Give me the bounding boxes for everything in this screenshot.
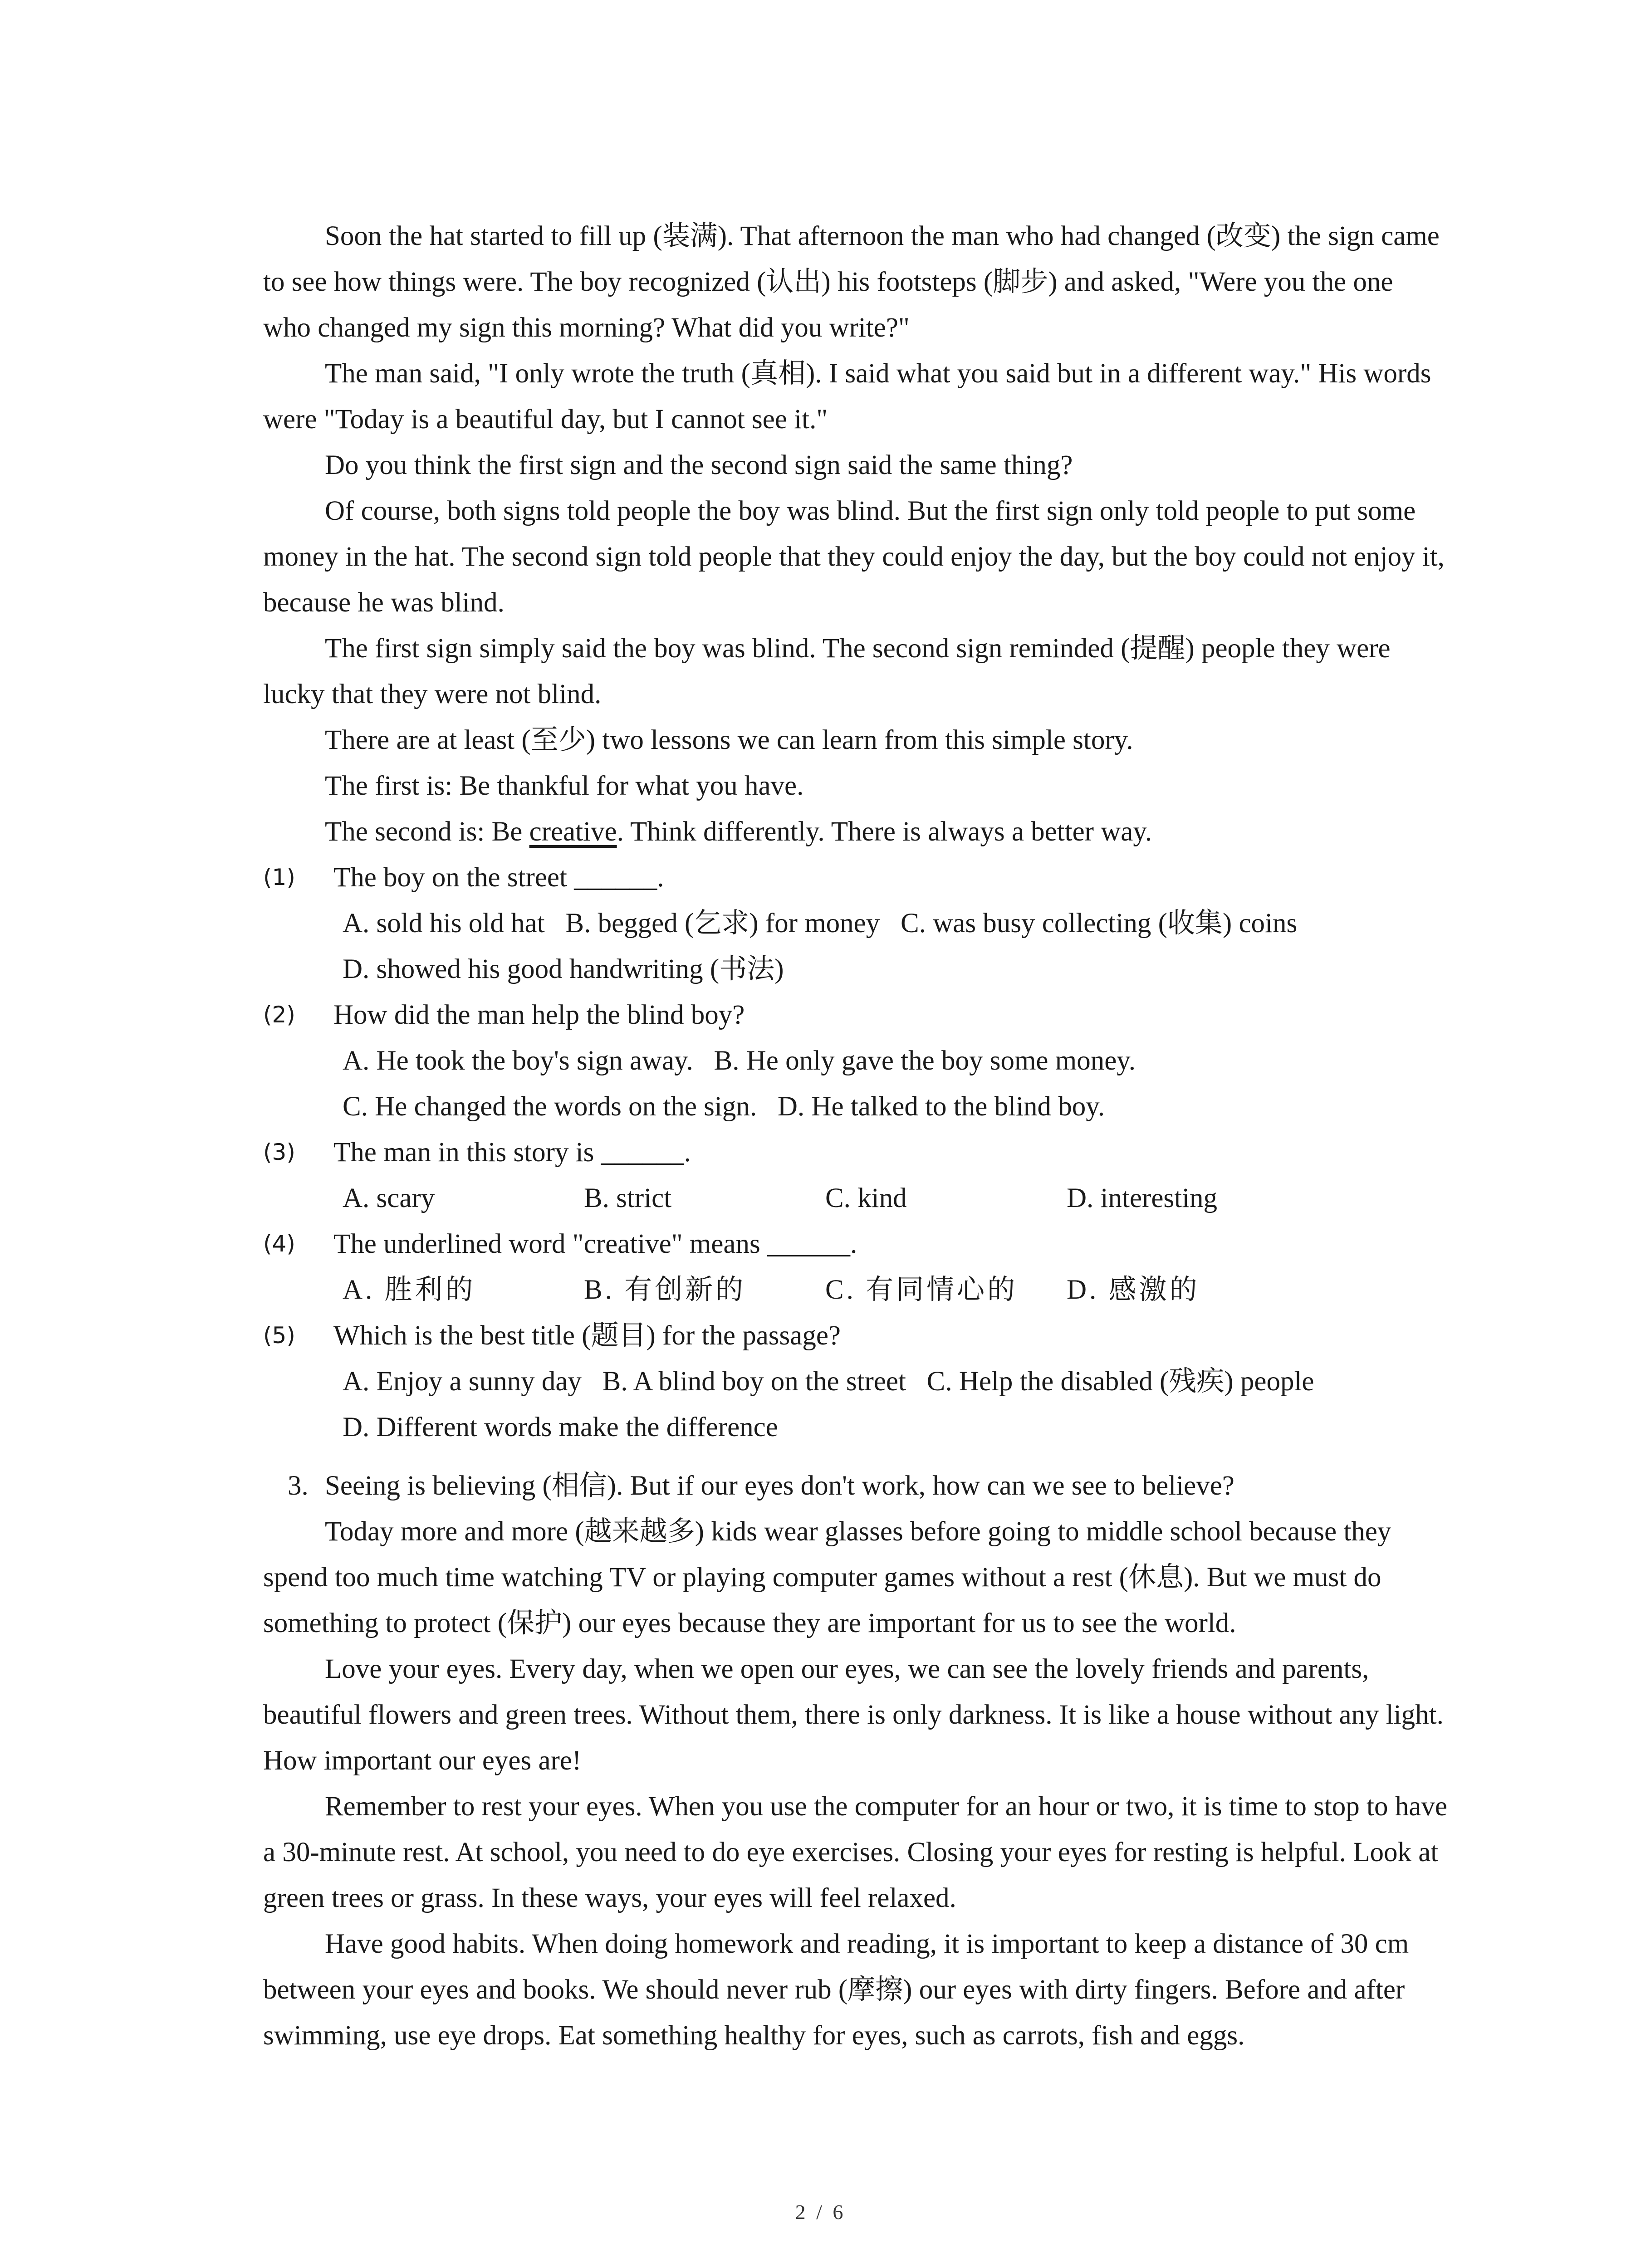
question-2-options-line-2: C. He changed the words on the sign. D. He talked to the blind boy. xyxy=(343,1091,1105,1122)
question-number: (5) xyxy=(263,1322,295,1349)
question-3-options xyxy=(263,1175,1447,1221)
question-text: Which is the best title (题目) for the passage? xyxy=(333,1320,841,1351)
underlined-word: creative xyxy=(529,816,617,847)
passage3-paragraph-4: Remember to rest your eyes. When you use the computer for an hour or two, it is time to stop to have a 30-minute rest. At school, you need to do eye exercises. Closing your eyes for resting is helpful. Look at green trees or grass. In these ways, your eyes will feel relaxed. xyxy=(263,1791,1447,1913)
passage3-paragraph-2: Today more and more (越来越多) kids wear glasses before going to middle school because they spend too much time watching TV or playing computer games without a rest (休息). But we must do something to protect (保护) our eyes because they are important for us to see the world. xyxy=(263,1516,1391,1638)
passage2-paragraph-5: The first sign simply said the boy was blind. The second sign reminded (提醒) people they were lucky that they were not blind. xyxy=(263,633,1391,709)
question-text: The boy on the street ______. xyxy=(333,862,664,893)
question-number: (3) xyxy=(263,1139,295,1165)
question-5 xyxy=(263,1313,1447,1359)
option-d: D. 感激的 xyxy=(1067,1275,1200,1305)
page-number: 2 / 6 xyxy=(795,2200,846,2224)
question-text: The underlined word "creative" means ______. xyxy=(333,1229,857,1259)
passage3-paragraph-1 xyxy=(263,1463,1447,1509)
passage2-paragraph-3: Do you think the first sign and the second sign said the same thing? xyxy=(325,450,1073,480)
question-1-options-line-1: A. sold his old hat B. begged (乞求) for money C. was busy collecting (收集) coins xyxy=(343,908,1298,938)
question-1-options-line-2: D. showed his good handwriting (书法) xyxy=(343,954,784,984)
text-span: . Think differently. There is always a better way. xyxy=(617,816,1152,847)
question-3 xyxy=(263,1129,1447,1175)
passage3-paragraph-3: Love your eyes. Every day, when we open our eyes, we can see the lovely friends and parents, beautiful flowers and green trees. Without them, there is only darkness. It is like a house without any light. How important our eyes are! xyxy=(263,1654,1444,1776)
question-4 xyxy=(263,1221,1447,1267)
passage-number: 3. xyxy=(288,1471,309,1501)
option-b: B. 有创新的 xyxy=(584,1275,746,1305)
question-text: The man in this story is ______. xyxy=(333,1137,691,1168)
question-2 xyxy=(263,992,1447,1038)
question-5-options-line-2: D. Different words make the difference xyxy=(343,1412,778,1442)
option-b: B. strict xyxy=(584,1183,672,1213)
passage2-paragraph-2: The man said, "I only wrote the truth (真相). I said what you said but in a different way." His words were "Today is a beautiful day, but I cannot see it." xyxy=(263,358,1431,435)
passage3-paragraph-5: Have good habits. When doing homework and reading, it is important to keep a distance of 30 cm between your eyes and books. We should never rub (摩擦) our eyes with dirty fingers. Before and after swimming, use eye drops. Eat something healthy for eyes, such as carrots, fish and eggs. xyxy=(263,1929,1409,2051)
question-5-options-line-1: A. Enjoy a sunny day B. A blind boy on the street C. Help the disabled (残疾) people xyxy=(343,1366,1314,1397)
question-number: (1) xyxy=(263,864,295,890)
question-number: (2) xyxy=(263,1002,295,1028)
option-d: D. interesting xyxy=(1067,1183,1218,1213)
question-1 xyxy=(263,855,1447,900)
text-span: Seeing is believing (相信). But if our eyes don't work, how can we see to believe? xyxy=(325,1471,1234,1501)
option-c: C. 有同情心的 xyxy=(825,1275,1018,1305)
question-text: How did the man help the blind boy? xyxy=(333,1000,745,1030)
passage2-paragraph-1: Soon the hat started to fill up (装满). That afternoon the man who had changed (改变) the sign came to see how things were. The boy recognized (认出) his footsteps (脚步) and asked, "Were you the one who changed my sign this morning? What did you write?" xyxy=(263,221,1440,343)
passage2-paragraph-4: Of course, both signs told people the boy was blind. But the first sign only told people to put some money in the hat. The second sign told people that they could enjoy the day, but the boy could not enjoy it, because he was blind. xyxy=(263,496,1445,618)
question-2-options-line-1: A. He took the boy's sign away. B. He only gave the boy some money. xyxy=(343,1046,1136,1076)
page-content xyxy=(263,213,1447,2058)
question-4-options xyxy=(263,1267,1447,1313)
option-c: C. kind xyxy=(825,1183,907,1213)
passage2-paragraph-7: The first is: Be thankful for what you have. xyxy=(325,771,804,801)
option-a: A. 胜利的 xyxy=(343,1275,476,1305)
passage2-paragraph-8 xyxy=(263,809,1447,855)
option-a: A. scary xyxy=(343,1183,435,1213)
question-number: (4) xyxy=(263,1231,295,1257)
passage2-paragraph-6: There are at least (至少) two lessons we can learn from this simple story. xyxy=(325,725,1133,755)
text-span: The second is: Be xyxy=(325,816,529,847)
